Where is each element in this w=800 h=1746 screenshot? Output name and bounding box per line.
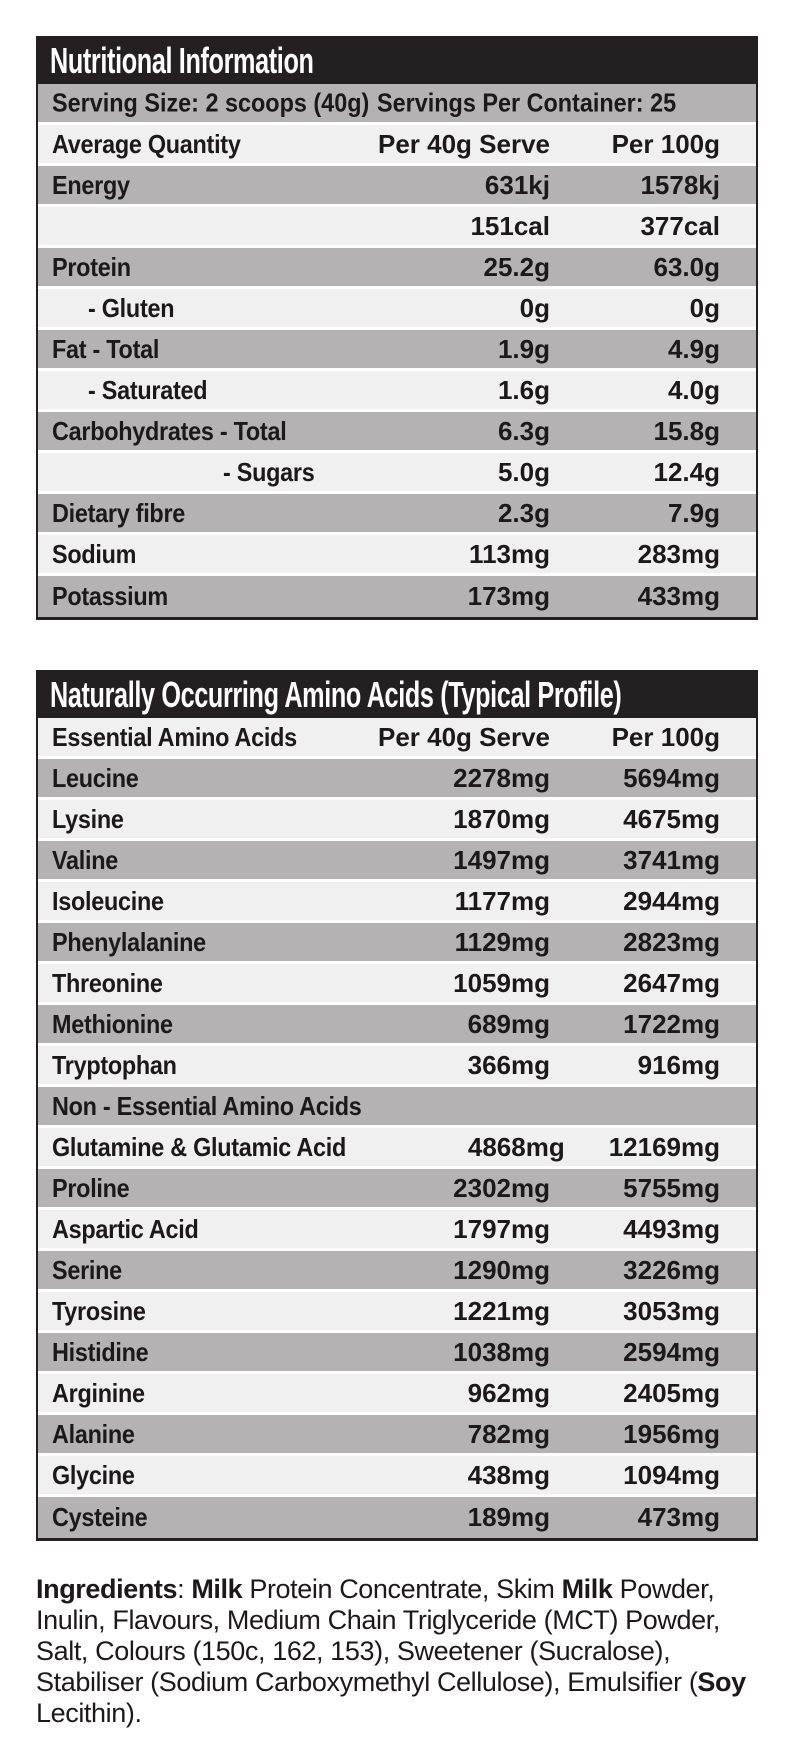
per-100g-value: 1722mg — [623, 1008, 720, 1039]
table-row — [38, 964, 756, 1005]
per-100g-value: 12.4g — [653, 456, 720, 487]
table-row — [38, 1333, 756, 1374]
per-100g-value: 3053mg — [623, 1295, 720, 1326]
row-label: - Saturated — [88, 374, 208, 405]
per-serve-value: 0g — [519, 292, 550, 323]
amino-acids-table — [36, 670, 758, 1541]
table-row — [38, 1251, 756, 1292]
per-serve-value: 25.2g — [483, 251, 550, 282]
per-100g-value: 3226mg — [623, 1254, 720, 1285]
per-serve-value: 689mg — [467, 1008, 550, 1039]
table-row — [38, 576, 756, 617]
column-header-per-100g: Per 100g — [611, 721, 720, 752]
ingredients-line: Ingredients: Milk Protein Concentrate, Skim Milk Powder, — [36, 1574, 715, 1604]
servings-per-container-text: Servings Per Container: 25 — [377, 87, 677, 118]
per-serve-value: 1038mg — [453, 1336, 550, 1367]
amino-column-header-row — [38, 718, 756, 759]
column-header-per-40g-serve: Per 40g Serve — [377, 128, 550, 159]
per-100g-value: 15.8g — [653, 415, 720, 446]
column-header-essential-amino-acids: Essential Amino Acids — [52, 721, 297, 752]
per-serve-value: 2278mg — [453, 762, 550, 793]
per-100g-value: 12169mg — [608, 1131, 720, 1162]
table-row — [38, 535, 756, 576]
per-100g-value: 473mg — [637, 1502, 720, 1532]
table-row — [38, 800, 756, 841]
per-100g-value: 4.0g — [667, 374, 720, 405]
table-row — [38, 1497, 756, 1538]
per-100g-value: 1956mg — [623, 1418, 720, 1449]
row-label: Aspartic Acid — [52, 1213, 199, 1244]
per-serve-value: 1870mg — [453, 803, 550, 834]
row-label: Carbohydrates - Total — [52, 415, 287, 446]
per-serve-value: 1059mg — [453, 967, 550, 998]
per-serve-value: 962mg — [467, 1377, 550, 1408]
table-row — [38, 841, 756, 882]
nutrition-column-header-row — [38, 125, 756, 166]
per-serve-value: 1290mg — [453, 1254, 550, 1285]
table-row — [38, 453, 756, 494]
amino-acids-title: Naturally Occurring Amino Acids (Typical Profile) — [50, 674, 622, 715]
row-label: Arginine — [52, 1377, 145, 1408]
table-row — [38, 1210, 756, 1251]
per-100g-value: 7.9g — [667, 497, 720, 528]
nutrition-rows — [38, 166, 756, 617]
table-row — [38, 1128, 756, 1169]
table-row — [38, 248, 756, 289]
per-100g-value: 2647mg — [623, 967, 720, 998]
table-row — [38, 1005, 756, 1046]
row-label: - Gluten — [88, 292, 175, 323]
per-serve-value: 438mg — [467, 1459, 550, 1490]
per-100g-value: 2405mg — [623, 1377, 720, 1408]
row-label: Alanine — [52, 1418, 135, 1449]
table-row — [38, 1374, 756, 1415]
per-serve-value: 1497mg — [453, 844, 550, 875]
row-label: Sodium — [52, 538, 137, 569]
row-label: Cysteine — [52, 1502, 148, 1532]
per-100g-value: 5694mg — [623, 762, 720, 793]
amino-acids-header — [38, 672, 756, 718]
table-row — [38, 166, 756, 207]
per-serve-value: 1177mg — [454, 885, 550, 916]
per-serve-value: 631kj — [484, 169, 550, 200]
row-label: Potassium — [52, 581, 168, 611]
table-row — [38, 207, 756, 248]
row-label: Threonine — [52, 967, 163, 998]
column-header-per-100g: Per 100g — [611, 128, 720, 159]
serving-info-row — [38, 84, 756, 125]
table-row — [38, 1169, 756, 1210]
column-header-per-40g-serve: Per 40g Serve — [377, 721, 550, 752]
per-100g-value: 4493mg — [623, 1213, 720, 1244]
per-100g-value: 283mg — [637, 538, 720, 569]
row-label: Tryptophan — [52, 1049, 177, 1080]
row-label: Phenylalanine — [52, 926, 206, 957]
per-serve-value: 5.0g — [497, 456, 550, 487]
per-serve-value: 366mg — [467, 1049, 550, 1080]
per-serve-value: 1.6g — [497, 374, 550, 405]
row-label: Isoleucine — [52, 885, 164, 916]
row-label: - Sugars — [223, 456, 315, 487]
per-100g-value: 5755mg — [623, 1172, 720, 1203]
section-header-row — [38, 1087, 756, 1128]
table-row — [38, 412, 756, 453]
per-100g-value: 1094mg — [623, 1459, 720, 1490]
per-100g-value: 2594mg — [623, 1336, 720, 1367]
row-label: Histidine — [52, 1336, 149, 1367]
ingredients-line: Lecithin). — [36, 1698, 142, 1728]
table-row — [38, 923, 756, 964]
row-label: Proline — [52, 1172, 130, 1203]
row-label: Dietary fibre — [52, 497, 186, 528]
per-serve-value: 1797mg — [453, 1213, 550, 1244]
per-serve-value: 189mg — [467, 1502, 550, 1532]
per-serve-value: 151cal — [470, 210, 550, 241]
table-row — [38, 1292, 756, 1333]
ingredients-text — [36, 1574, 772, 1729]
per-100g-value: 916mg — [637, 1049, 720, 1080]
row-label: Glutamine & Glutamic Acid — [52, 1131, 347, 1162]
per-serve-value: 2.3g — [497, 497, 550, 528]
amino-rows — [38, 759, 756, 1538]
nutritional-information-title: Nutritional Information — [50, 40, 314, 81]
ingredients-line: Salt, Colours (150c, 162, 153), Sweetener (Sucralose), — [36, 1636, 671, 1666]
per-100g-value: 1578kj — [640, 169, 720, 200]
per-100g-value: 4.9g — [667, 333, 720, 364]
table-row — [38, 371, 756, 412]
table-row — [38, 494, 756, 535]
table-row — [38, 1046, 756, 1087]
serving-size-text: Serving Size: 2 scoops (40g) — [52, 87, 370, 118]
per-serve-value: 1221mg — [453, 1295, 550, 1326]
table-row — [38, 1456, 756, 1497]
per-serve-value: 173mg — [467, 581, 550, 611]
table-row — [38, 759, 756, 800]
row-label: Valine — [52, 844, 119, 875]
nutritional-information-table — [36, 36, 758, 620]
row-label: Glycine — [52, 1459, 135, 1490]
per-serve-value: 2302mg — [453, 1172, 550, 1203]
row-label: Lysine — [52, 803, 124, 834]
per-100g-value: 2823mg — [623, 926, 720, 957]
row-label — [38, 211, 364, 242]
row-label: Protein — [52, 251, 131, 282]
row-label: Tyrosine — [52, 1295, 146, 1326]
row-label: Leucine — [52, 762, 139, 793]
per-100g-value: 4675mg — [623, 803, 720, 834]
per-100g-value: 433mg — [637, 581, 720, 611]
table-row — [38, 330, 756, 371]
ingredients-line: Stabiliser (Sodium Carboxymethyl Cellulose), Emulsifier (Soy — [36, 1667, 746, 1697]
ingredients-line: Inulin, Flavours, Medium Chain Triglyceride (MCT) Powder, — [36, 1605, 720, 1635]
row-label: Serine — [52, 1254, 122, 1285]
per-100g-value: 377cal — [640, 210, 720, 241]
column-header-average-quantity: Average Quantity — [52, 128, 241, 159]
nutritional-information-header — [38, 38, 756, 84]
row-label: Energy — [52, 169, 130, 200]
per-serve-value: 1129mg — [454, 926, 550, 957]
per-100g-value: 0g — [689, 292, 720, 323]
per-serve-value: 1.9g — [497, 333, 550, 364]
table-row — [38, 882, 756, 923]
per-serve-value: 4868mg — [467, 1131, 565, 1162]
per-100g-value: 63.0g — [653, 251, 720, 282]
table-row — [38, 1415, 756, 1456]
per-serve-value: 6.3g — [497, 415, 550, 446]
row-label: Fat - Total — [52, 333, 160, 364]
per-100g-value: 2944mg — [623, 885, 720, 916]
per-100g-value: 3741mg — [623, 844, 720, 875]
per-serve-value: 782mg — [467, 1418, 550, 1449]
row-label: Methionine — [52, 1008, 173, 1039]
row-label: Non - Essential Amino Acids — [52, 1090, 362, 1121]
table-row — [38, 289, 756, 330]
per-serve-value: 113mg — [469, 538, 550, 569]
